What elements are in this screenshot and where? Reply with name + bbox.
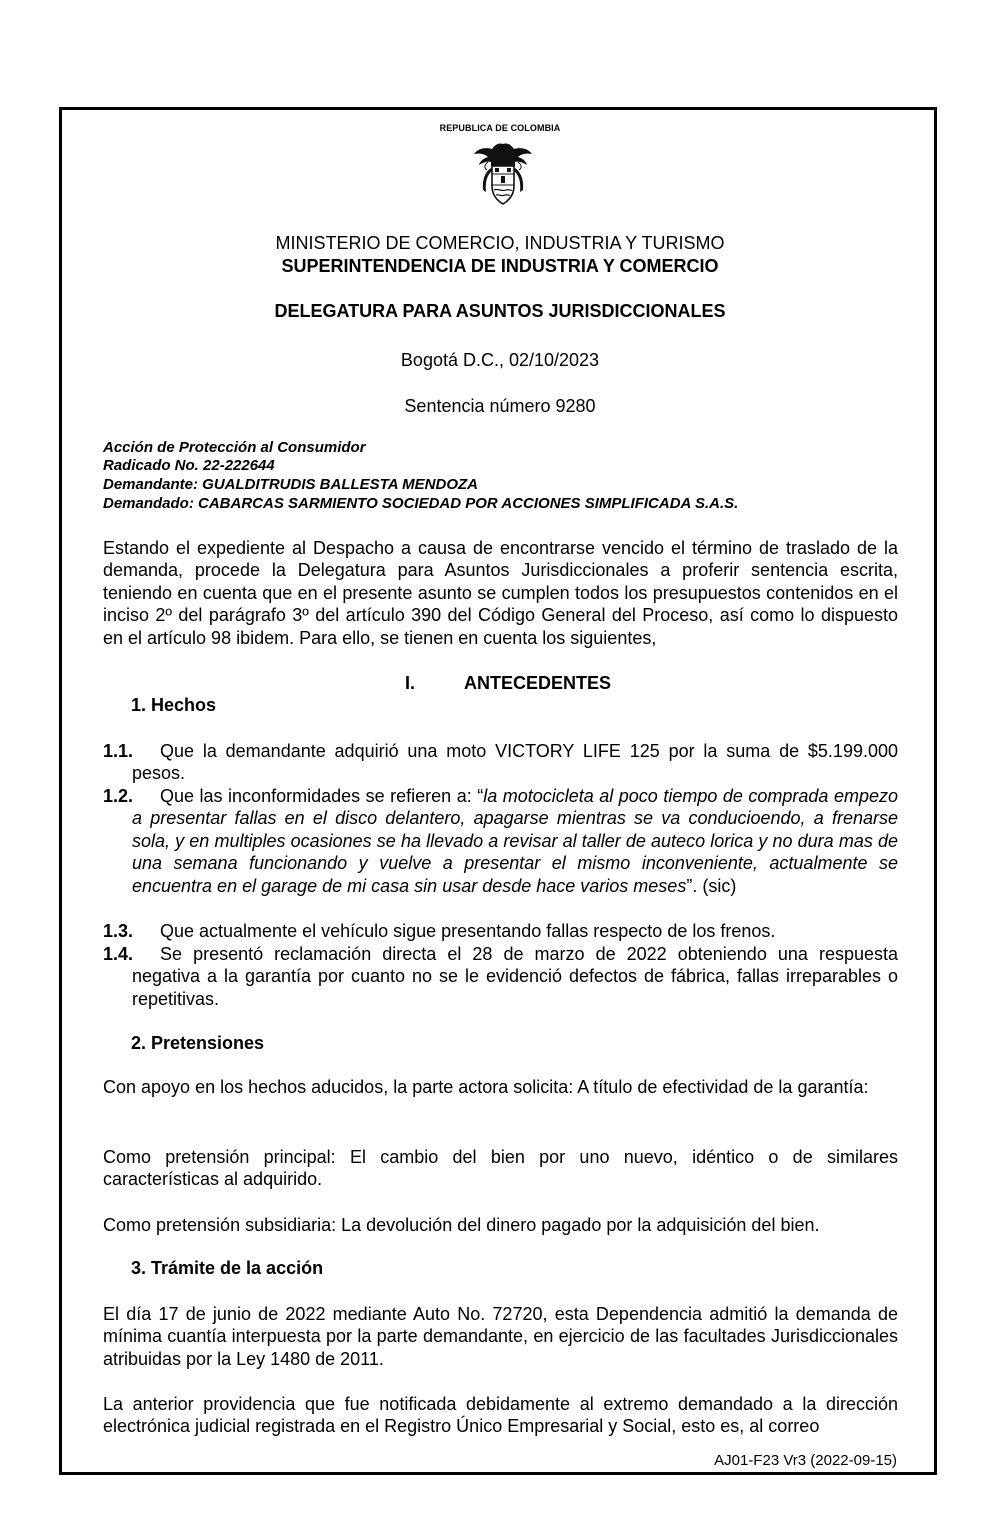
item-text: Que las inconformidades se refieren a: “	[160, 786, 484, 806]
tramite-paragraph: El día 17 de junio de 2022 mediante Auto No. 72720, esta Dependencia admitió la demanda de mínima cuantía interpuesta por la parte demandante, en ejercicio de las facultades Jurisdiccionales atribuidas por la Ley 1480 de 2011.	[103, 1304, 898, 1369]
case-demandado: Demandado: CABARCAS SARMIENTO SOCIEDAD POR ACCIONES SIMPLIFICADA S.A.S.	[103, 495, 739, 512]
case-demandante: Demandante: GUALDITRUDIS BALLESTA MENDOZA	[103, 476, 478, 493]
item-number: 1.3.	[103, 921, 134, 941]
item-text: Que la demandante adquirió una moto VICTORY LIFE 125 por la suma de $5.199.000 pesos.	[132, 741, 898, 784]
form-code: AJ01-F23 Vr3 (2022-09-15)	[714, 1452, 897, 1469]
ministry-title: MINISTERIO DE COMERCIO, INDUSTRIA Y TURISMO	[275, 233, 725, 253]
list-item	[103, 740, 898, 785]
sentence-number: Sentencia número 9280	[404, 396, 596, 416]
list-item	[103, 943, 898, 1010]
delegatura-title: DELEGATURA PARA ASUNTOS JURISDICCIONALES	[274, 301, 726, 321]
pretensiones-paragraph: Con apoyo en los hechos aducidos, la parte actora solicita: A título de efectividad de la garantía:	[103, 1077, 869, 1097]
tramite-heading: 3. Trámite de la acción	[131, 1258, 324, 1278]
list-item	[103, 785, 898, 897]
item-text: Que actualmente el vehículo sigue presentando fallas respecto de los frenos.	[160, 921, 776, 941]
pretensiones-heading: 2. Pretensiones	[131, 1033, 265, 1053]
country-label: REPUBLICA DE COLOMBIA	[439, 123, 561, 133]
item-text-end: ”. (sic)	[686, 875, 737, 896]
item-number: 1.1.	[103, 741, 134, 761]
superintendence-title: SUPERINTENDENCIA DE INDUSTRIA Y COMERCIO	[281, 256, 719, 276]
subsidiary-claim: Como pretensión subsidiaria: La devolución del dinero pagado por la adquisición del bien.	[103, 1215, 820, 1235]
colombia-coat-of-arms-icon	[468, 138, 538, 208]
case-action: Acción de Protección al Consumidor	[103, 439, 366, 456]
item-number: 1.2.	[103, 786, 134, 806]
list-item	[103, 920, 898, 942]
section-title: ANTECEDENTES	[464, 673, 612, 693]
item-quote: la motocicleta al poco tiempo de comprada empezo a presentar fallas en el disco delantero, apagarse mientras se va conducioendo, a frenarse sola, y en multiples ocasiones se ha llevado a revisar al taller de auteco lorica y no dura mas de una semana funcionando y vuelve a presentar el mismo inconveniente, actualmente se encuentra en el garage de mi casa sin usar desde hace varios meses	[132, 786, 898, 896]
date-line: Bogotá D.C., 02/10/2023	[400, 350, 600, 370]
hechos-heading: 1. Hechos	[131, 695, 217, 715]
notification-paragraph: La anterior providencia que fue notificada debidamente al extremo demandado a la dirección electrónica judicial registrada en el Registro Único Empresarial y Social, esto es, al correo	[103, 1394, 898, 1437]
case-radicado: Radicado No. 22-222644	[103, 457, 275, 474]
item-text: Se presentó reclamación directa el 28 de marzo de 2022 obteniendo una respuesta negativa a la garantía por cuanto no se le evidenció defectos de fábrica, fallas irreparables o repetitivas.	[132, 944, 898, 1009]
item-number: 1.4.	[103, 944, 134, 964]
section-number: I.	[405, 673, 416, 693]
intro-paragraph: Estando el expediente al Despacho a causa de encontrarse vencido el término de traslado de la demanda, procede la Delegatura para Asuntos Jurisdiccionales a proferir sentencia escrita, teniendo en cuenta que en el presente asunto se cumplen todos los presupuestos contenidos en el inciso 2º del parágrafo 3º del artículo 390 del Código General del Proceso, así como lo dispuesto en el artículo 98 ibidem. Para ello, se tienen en cuenta los siguientes,	[103, 538, 898, 648]
principal-claim: Como pretensión principal: El cambio del bien por uno nuevo, idéntico o de similares características al adquirido.	[103, 1147, 898, 1190]
